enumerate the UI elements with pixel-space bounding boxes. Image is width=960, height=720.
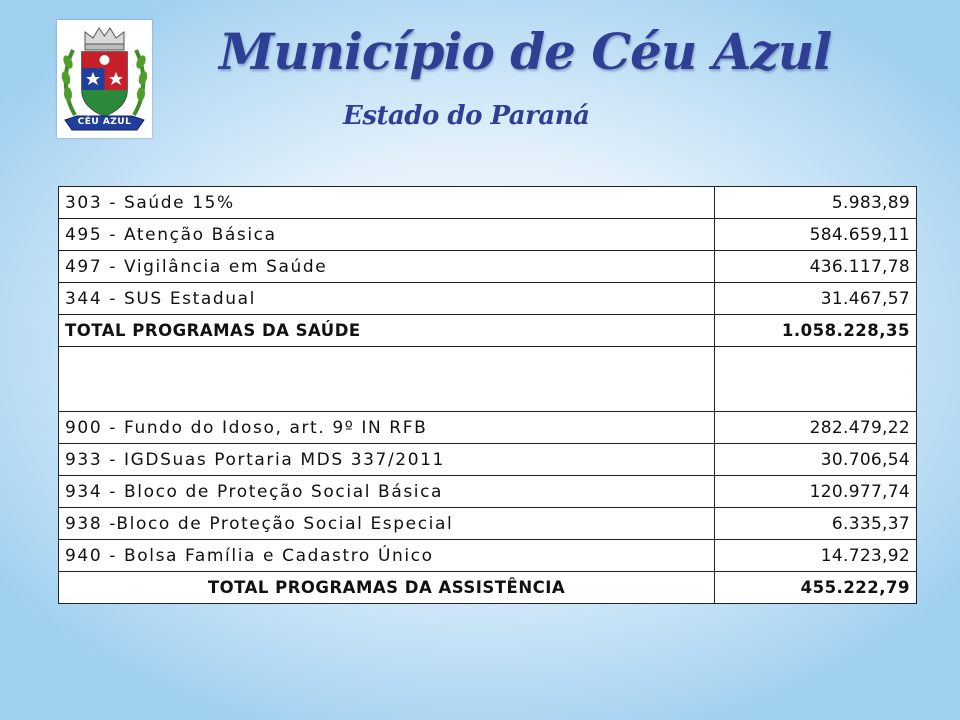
- program-name: 934 - Bloco de Proteção Social Básica: [59, 476, 715, 508]
- empty-cell: [59, 347, 715, 412]
- programs-table: [58, 186, 917, 604]
- table-row: [59, 219, 917, 251]
- program-name: 497 - Vigilância em Saúde: [59, 251, 715, 283]
- logo-ribbon-text: CÉU AZUL: [77, 117, 132, 127]
- social-total-label: TOTAL PROGRAMAS DA ASSISTÊNCIA: [59, 572, 715, 604]
- program-name: 933 - IGDSuas Portaria MDS 337/2011: [59, 444, 715, 476]
- program-value: 282.479,22: [715, 412, 917, 444]
- program-name: 940 - Bolsa Família e Cadastro Único: [59, 540, 715, 572]
- program-value: 31.467,57: [715, 283, 917, 315]
- table-row: [59, 540, 917, 572]
- program-value: 120.977,74: [715, 476, 917, 508]
- table-row: [59, 251, 917, 283]
- program-value: 6.335,37: [715, 508, 917, 540]
- program-name: 495 - Atenção Básica: [59, 219, 715, 251]
- social-total-value: 455.222,79: [715, 572, 917, 604]
- table-row: [59, 476, 917, 508]
- empty-cell: [715, 347, 917, 412]
- table-row: [59, 412, 917, 444]
- program-name: 900 - Fundo do Idoso, art. 9º IN RFB: [59, 412, 715, 444]
- page-title: Município de Céu Azul: [219, 22, 832, 81]
- health-total-label: TOTAL PROGRAMAS DA SAÚDE: [59, 315, 715, 347]
- program-value: 436.117,78: [715, 251, 917, 283]
- program-value: 14.723,92: [715, 540, 917, 572]
- municipal-coat-of-arms: [57, 20, 152, 138]
- program-value: 584.659,11: [715, 219, 917, 251]
- page-subtitle: Estado do Paraná: [343, 101, 590, 131]
- table-row: [59, 508, 917, 540]
- health-total-value: 1.058.228,35: [715, 315, 917, 347]
- program-value: 5.983,89: [715, 187, 917, 219]
- program-name: 303 - Saúde 15%: [59, 187, 715, 219]
- health-total-row: [59, 315, 917, 347]
- program-name: 938 -Bloco de Proteção Social Especial: [59, 508, 715, 540]
- table-row: [59, 283, 917, 315]
- program-name: 344 - SUS Estadual: [59, 283, 715, 315]
- program-value: 30.706,54: [715, 444, 917, 476]
- spacer-row: [59, 347, 917, 412]
- table-row: [59, 187, 917, 219]
- social-total-row: [59, 572, 917, 604]
- table-row: [59, 444, 917, 476]
